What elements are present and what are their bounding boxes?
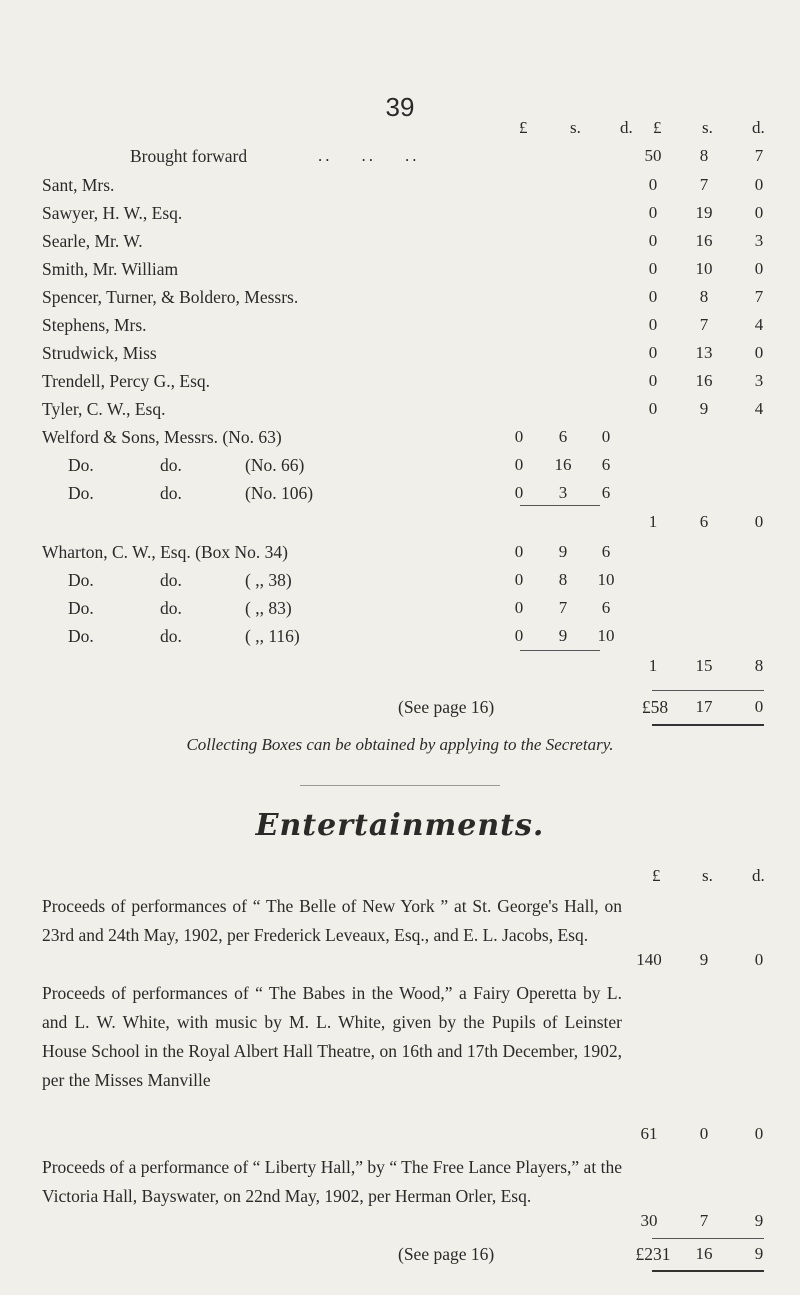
entertainments-total-pence: 9	[754, 1244, 764, 1263]
amount-shillings: 6	[699, 512, 709, 531]
amount-shillings: 7	[699, 315, 709, 334]
amount-shillings: 8	[699, 287, 709, 306]
amount-pounds: 0	[648, 371, 658, 390]
subscriber-name: Sant, Mrs.	[42, 175, 115, 195]
subscriber-name: Do.	[68, 455, 94, 475]
header-pence-sub: d.	[620, 118, 633, 137]
amount-pounds: 1	[648, 656, 658, 675]
amount-pence: 0	[754, 203, 764, 222]
subscriber-name: Tyler, C. W., Esq.	[42, 399, 166, 419]
sub-pounds: 0	[514, 542, 524, 561]
sub-pence: 10	[597, 570, 615, 589]
sub-shillings: 9	[558, 626, 568, 645]
grand-total-shillings: 17	[695, 697, 713, 716]
amount-shillings: 10	[695, 259, 713, 278]
amount-pounds: 0	[648, 315, 658, 334]
entertainment-item: Proceeds of performances of “ The Belle of New York ” at St. George's Hall, on 23rd and 24th May, 1902, per Frederick Leveaux, Esq., and E. L. Jacobs, Esq.	[42, 896, 622, 945]
subscriber-name: Welford & Sons, Messrs. (No. 63)	[42, 427, 282, 447]
amount-pence: 0	[754, 259, 764, 278]
amount-shillings: 16	[695, 231, 713, 250]
sub-shillings: 7	[558, 598, 568, 617]
amount-pounds: 140	[636, 950, 662, 969]
amount-shillings: 8	[699, 146, 709, 165]
amount-pence: 0	[754, 512, 764, 531]
total-rule	[652, 690, 764, 691]
amount-pence: 4	[754, 399, 764, 418]
subscriber-name: Do.	[68, 598, 94, 618]
header-shillings: s.	[702, 118, 713, 137]
total-rule	[652, 1238, 764, 1239]
amount-pounds: 50	[644, 146, 662, 165]
amount-shillings: 15	[695, 656, 713, 675]
grand-total-pence: 0	[754, 697, 764, 716]
amount-pence: 3	[754, 371, 764, 390]
collecting-note: Collecting Boxes can be obtained by applying to the Secretary.	[186, 735, 614, 754]
ditto: do.	[160, 570, 182, 590]
amount-pence: 0	[754, 175, 764, 194]
ditto: do.	[160, 483, 182, 503]
sub-pence: 0	[601, 427, 611, 446]
amount-pounds: 1	[648, 512, 658, 531]
amount-pence: 8	[754, 656, 764, 675]
amount-pounds: 61	[640, 1124, 658, 1143]
subscriber-name: Smith, Mr. William	[42, 259, 179, 279]
header-pound-sub: £	[519, 118, 528, 137]
amount-pence: 3	[754, 231, 764, 250]
entertainment-item: Proceeds of a performance of “ Liberty Hall,” by “ The Free Lance Players,” at the Victoria Hall, Bayswater, on 22nd May, 1902, per Herman Orler, Esq.	[42, 1157, 622, 1206]
amount-shillings: 19	[695, 203, 713, 222]
sub-pence: 6	[601, 455, 611, 474]
subscriber-name: Do.	[68, 626, 94, 646]
sub-pounds: 0	[514, 570, 524, 589]
sub-shillings: 8	[558, 570, 568, 589]
entertainments-total-pounds: £231	[635, 1244, 671, 1264]
sub-shillings: 3	[558, 483, 568, 502]
section-divider	[300, 785, 500, 786]
ditto: do.	[160, 626, 182, 646]
double-rule	[652, 1270, 764, 1272]
amount-pounds: 0	[648, 259, 658, 278]
ditto: do.	[160, 598, 182, 618]
entertainments-total-shillings: 16	[695, 1244, 713, 1263]
box-ref: ( ,, 38)	[245, 570, 292, 590]
header-shillings-sub: s.	[570, 118, 581, 137]
double-rule	[652, 724, 764, 726]
box-ref: (No. 106)	[245, 483, 314, 503]
amount-shillings: 7	[699, 175, 709, 194]
amount-shillings: 9	[699, 399, 709, 418]
sub-pounds: 0	[514, 626, 524, 645]
amount-pence: 7	[754, 287, 764, 306]
amount-pounds: 0	[648, 231, 658, 250]
grand-total-pounds: £58	[641, 697, 669, 717]
box-ref: ( ,, 83)	[245, 598, 292, 618]
grand-total-label: (See page 16)	[398, 697, 495, 717]
header-shillings: s.	[702, 866, 713, 885]
sub-pounds: 0	[514, 598, 524, 617]
subscriber-name: Do.	[68, 570, 94, 590]
entertainments-total-label: (See page 16)	[398, 1244, 495, 1264]
amount-pence: 9	[754, 1211, 764, 1230]
entertainment-item: Proceeds of performances of “ The Babes in the Wood,” a Fairy Operetta by L. and L. W. White, with music by M. L. White, given by the Pupils of Leinster House School in the Royal Albert Hall Theatre, on 16th and 17th December, 1902, per the Misses Manville	[42, 983, 622, 1090]
amount-pounds: 30	[640, 1211, 658, 1230]
subscriber-name: Do.	[68, 483, 94, 503]
subtotal-rule	[520, 505, 600, 506]
amount-shillings: 0	[699, 1124, 709, 1143]
amount-pounds: 0	[648, 287, 658, 306]
box-ref: ( ,, 116)	[245, 626, 300, 646]
subscriber-name: Spencer, Turner, & Boldero, Messrs.	[42, 287, 299, 307]
sub-pounds: 0	[514, 455, 524, 474]
subscriber-name: Wharton, C. W., Esq. (Box No. 34)	[42, 542, 288, 562]
amount-pounds: 0	[648, 343, 658, 362]
amount-pence: 4	[754, 315, 764, 334]
section-heading: Entertainments.	[255, 808, 545, 843]
subscriber-name: Sawyer, H. W., Esq.	[42, 203, 183, 223]
sub-shillings: 9	[558, 542, 568, 561]
header-pound: £	[653, 118, 662, 137]
amount-shillings: 7	[699, 1211, 709, 1230]
amount-pounds: 0	[648, 175, 658, 194]
subscriber-name: Trendell, Percy G., Esq.	[42, 371, 211, 391]
subscriber-name: Strudwick, Miss	[42, 343, 157, 363]
sub-pounds: 0	[514, 483, 524, 502]
ditto: do.	[160, 455, 182, 475]
amount-pounds: 0	[648, 399, 658, 418]
sub-pence: 6	[601, 598, 611, 617]
sub-shillings: 16	[554, 455, 572, 474]
amount-shillings: 9	[699, 950, 709, 969]
sub-shillings: 6	[558, 427, 568, 446]
amount-pence: 7	[754, 146, 764, 165]
sub-pence: 10	[597, 626, 615, 645]
subscriber-name: Searle, Mr. W.	[42, 231, 143, 251]
box-ref: (No. 66)	[245, 455, 305, 475]
header-pound: £	[652, 866, 661, 885]
header-pence: d.	[752, 866, 765, 885]
sub-pence: 6	[601, 542, 611, 561]
page-number: 39	[385, 92, 415, 122]
subtotal-rule	[520, 650, 600, 651]
amount-pence: 0	[754, 1124, 764, 1143]
amount-shillings: 13	[695, 343, 713, 362]
subscriber-name: Stephens, Mrs.	[42, 315, 147, 335]
brought-forward-label: Brought forward	[130, 146, 248, 166]
sub-pence: 6	[601, 483, 611, 502]
sub-pounds: 0	[514, 427, 524, 446]
amount-pounds: 0	[648, 203, 658, 222]
amount-pence: 0	[754, 343, 764, 362]
amount-shillings: 16	[695, 371, 713, 390]
leader-dots: .. .. ..	[318, 146, 420, 165]
amount-pence: 0	[754, 950, 764, 969]
header-pence: d.	[752, 118, 765, 137]
